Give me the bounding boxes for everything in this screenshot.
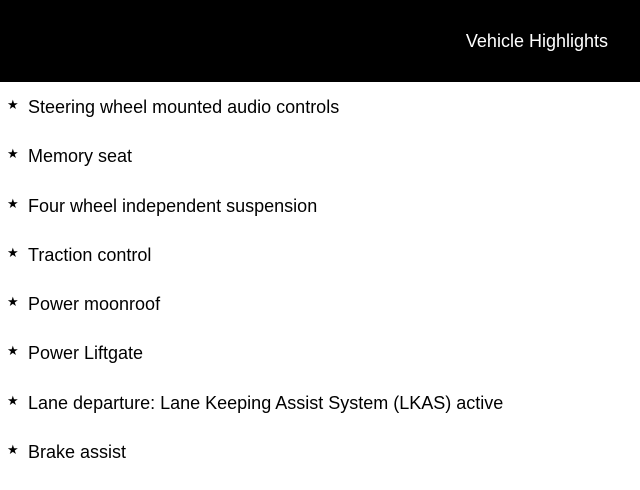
- highlight-label: Memory seat: [28, 146, 133, 167]
- highlight-label: Lane departure: Lane Keeping Assist System (LKAS) active: [28, 392, 504, 413]
- list-item: [0, 392, 640, 441]
- highlight-label: Power moonroof: [28, 294, 161, 315]
- list-item: [0, 145, 640, 194]
- star-icon: ★: [7, 147, 19, 163]
- highlights-list: [0, 96, 640, 490]
- page-title: Vehicle Highlights: [465, 31, 608, 51]
- highlight-label: Steering wheel mounted audio controls: [28, 97, 340, 117]
- list-item: [0, 342, 640, 391]
- star-icon: ★: [7, 295, 19, 311]
- list-item: [0, 96, 640, 145]
- highlight-label: Brake assist: [28, 442, 127, 463]
- list-item: [0, 244, 640, 293]
- star-icon: ★: [7, 98, 19, 113]
- highlight-label: Power Liftgate: [28, 343, 144, 364]
- highlight-label: Traction control: [28, 244, 152, 265]
- star-icon: ★: [7, 443, 19, 459]
- list-item: [0, 441, 640, 490]
- header-bar: [0, 0, 640, 82]
- list-item: [0, 195, 640, 244]
- star-icon: ★: [7, 393, 19, 409]
- highlight-label: Four wheel independent suspension: [28, 195, 318, 216]
- star-icon: ★: [7, 245, 19, 261]
- star-icon: ★: [7, 344, 19, 360]
- list-item: [0, 293, 640, 342]
- star-icon: ★: [7, 196, 19, 212]
